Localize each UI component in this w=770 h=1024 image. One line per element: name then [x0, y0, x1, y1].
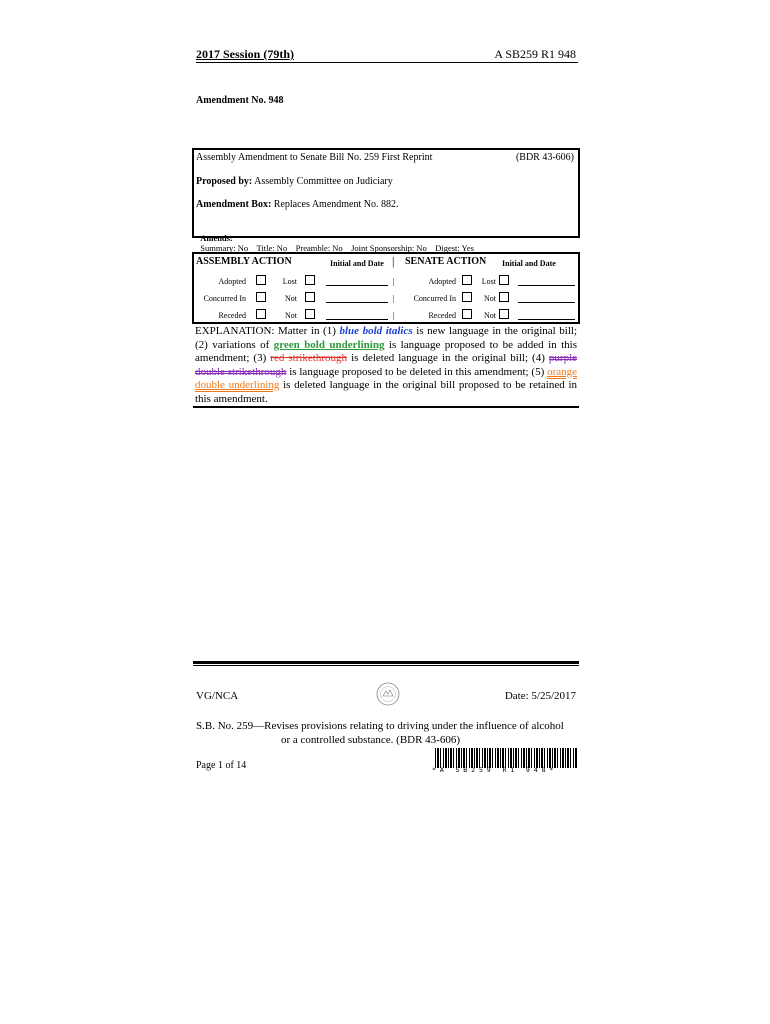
assembly-concurred-initial-line[interactable] [326, 302, 388, 303]
amendment-box [196, 199, 398, 210]
amendment-number: Amendment No. 948 [196, 95, 284, 106]
assembly-not-concurred-checkbox[interactable] [305, 292, 315, 302]
drafter-initials: VG/NCA [196, 690, 239, 702]
senate-adopted-label: Adopted [428, 277, 456, 286]
senate-not-receded-checkbox[interactable] [499, 309, 509, 319]
barcode-text: * A S B 2 5 9 R 1 9 4 8 * [432, 766, 554, 774]
proposed-by [196, 176, 393, 187]
footer-rule [193, 661, 579, 666]
senate-receded-initial-line[interactable] [518, 319, 575, 320]
purple-double-strikethrough-sample: purple double strikethrough [195, 352, 578, 378]
explanation-text: EXPLANATION: Matter in (1) [195, 325, 340, 337]
orange-double-underline-sample: orange double underlining [195, 365, 577, 391]
assembly-not-receded-label: Not [285, 311, 297, 320]
bdr-number: (BDR 43-606) [515, 152, 574, 163]
assembly-action-title: ASSEMBLY ACTION [196, 256, 292, 267]
row-divider: | [393, 294, 395, 303]
senate-not-concurred-checkbox[interactable] [499, 292, 509, 302]
assembly-not-receded-checkbox[interactable] [305, 309, 315, 319]
blue-bold-italics-sample: blue bold italics [339, 325, 413, 337]
info-box-title: Assembly Amendment to Senate Bill No. 259 First Reprint [196, 152, 433, 163]
row-divider: | [393, 277, 395, 286]
assembly-lost-checkbox[interactable] [305, 275, 315, 285]
explanation-text: is deleted language in the original bill proposed to be retained in this amendment. [195, 379, 578, 405]
green-underline-sample: green bold underlining [273, 338, 385, 351]
proposed-by-value: Assembly Committee on Judiciary [254, 176, 393, 187]
amends-line [196, 223, 474, 253]
assembly-adopted-label: Adopted [218, 277, 246, 286]
amendment-box-label: Amendment Box: [196, 199, 272, 210]
amendment-date: Date: 5/25/2017 [504, 690, 576, 702]
assembly-receded-initial-line[interactable] [326, 319, 388, 320]
senate-initial-date: Initial and Date [502, 259, 556, 268]
assembly-initial-date: Initial and Date [330, 259, 384, 268]
assembly-not-label: Not [285, 294, 297, 303]
amends-label: Amends: [200, 233, 233, 243]
senate-lost-label: Lost [481, 277, 496, 286]
senate-not-label: Not [484, 294, 496, 303]
explanation-text: is language proposed to be added in this amendment; (3) [195, 338, 577, 364]
explanation-rule [193, 406, 579, 408]
barcode-image [435, 748, 577, 768]
explanation-text: is new language in the original bill; (2) variations of [195, 325, 577, 351]
session-label: 2017 Session (79th) [196, 47, 295, 61]
senate-concurred-label: Concurred In [413, 294, 456, 303]
page-number: Page 1 of 14 [196, 760, 247, 771]
amends-value: Summary: No Title: No Preamble: No Joint Sponsorship: No Digest: Yes [200, 243, 474, 253]
assembly-lost-label: Lost [282, 277, 297, 286]
red-strikethrough-sample: red strikethrough [270, 352, 348, 364]
assembly-concurred-label: Concurred In [203, 294, 246, 303]
senate-concurred-initial-line[interactable] [518, 302, 575, 303]
bill-summary-line-2: or a controlled substance. (BDR 43-606) [281, 734, 461, 746]
bill-summary-line-1: S.B. No. 259—Revises provisions relating to driving under the influence of alcohol [196, 720, 564, 732]
header-rule [196, 62, 578, 63]
document-id: A SB259 R1 948 [494, 47, 576, 61]
senate-not-receded-label: Not [484, 311, 496, 320]
senate-receded-label: Receded [428, 311, 456, 320]
senate-adopted-initial-line[interactable] [518, 285, 575, 286]
explanation-text: is deleted language in the original bill; (4) [347, 352, 549, 364]
senate-action-title: SENATE ACTION [405, 256, 487, 267]
state-seal-icon [376, 682, 400, 706]
explanation-text: is language proposed to be deleted in this amendment; (5) [286, 365, 548, 378]
assembly-adopted-initial-line[interactable] [326, 285, 388, 286]
senate-lost-checkbox[interactable] [499, 275, 509, 285]
assembly-receded-label: Receded [218, 311, 246, 320]
action-table-divider: | [392, 254, 395, 268]
explanation-paragraph [195, 325, 577, 406]
amendment-box-value: Replaces Amendment No. 882. [273, 199, 399, 210]
proposed-by-label: Proposed by: [196, 176, 253, 187]
row-divider: | [393, 311, 395, 320]
